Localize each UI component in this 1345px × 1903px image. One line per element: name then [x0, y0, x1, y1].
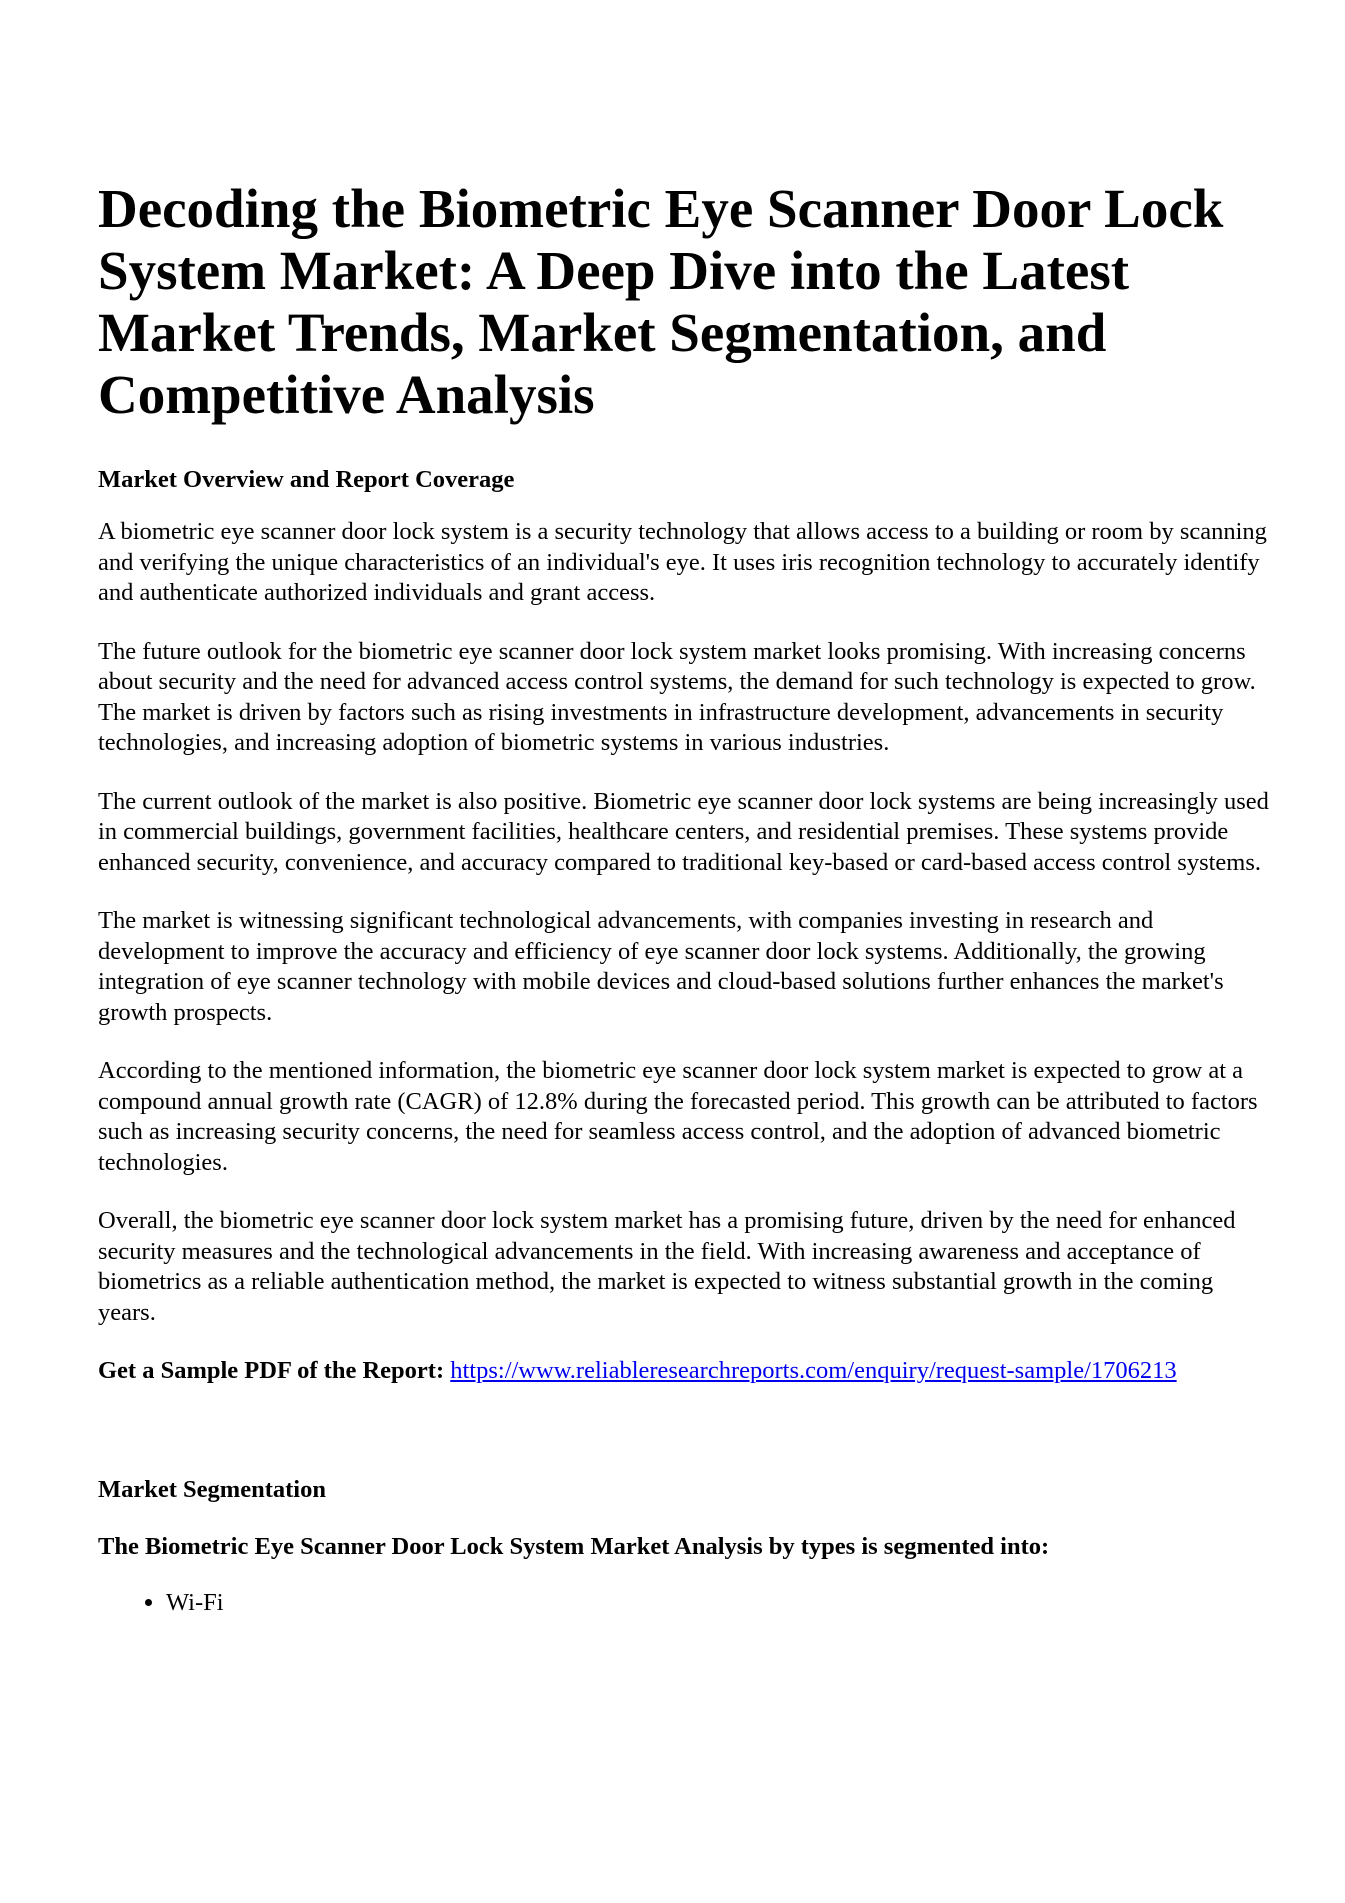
sample-pdf-label: Get a Sample PDF of the Report: — [98, 1357, 445, 1384]
page-title: Decoding the Biometric Eye Scanner Door Lock System Market: A Deep Dive into the Latest Market Trends, Market Segmentation, and Competitive Analysis — [98, 178, 1224, 425]
overview-paragraph-3: The current outlook of the market is also positive. Biometric eye scanner door lock systems are being increasingly used in commercial buildings, government facilities, healthcare centers, and residential premises. These systems provide enhanced security, convenience, and accuracy compared to traditional key-based or card-based access control systems. — [98, 787, 1269, 876]
section-spacer — [98, 1387, 1270, 1474]
sample-pdf-link[interactable]: https://www.reliableresearchreports.com/enquiry/request-sample/1706213 — [450, 1357, 1177, 1384]
segmentation-heading: Market Segmentation — [98, 1475, 326, 1503]
overview-paragraph-4: The market is witnessing significant technological advancements, with companies investing in research and development to improve the accuracy and efficiency of eye scanner door lock systems. Additionally, the growing integration of eye scanner technology with mobile devices and cloud-based solutions further enhances the market's growth prospects. — [98, 907, 1224, 1026]
overview-paragraph-6: Overall, the biometric eye scanner door lock system market has a promising future, driven by the need for enhanced security measures and the technological advancements in the field. With increasing awareness and acceptance of biometrics as a reliable authentication method, the market is expected to witness substantial growth in the coming years. — [98, 1207, 1236, 1326]
overview-paragraph-2: The future outlook for the biometric eye scanner door lock system market looks promising. With increasing concerns about security and the need for advanced access control systems, the demand for such technology is expected to grow. The market is driven by factors such as rising investments in infrastructure development, advancements in security technologies, and increasing adoption of biometric systems in various industries. — [98, 637, 1256, 756]
types-list — [98, 1588, 1270, 1619]
document-page — [98, 178, 1270, 1618]
overview-paragraph-1: A biometric eye scanner door lock system is a security technology that allows access to a building or room by scanning and verifying the unique characteristics of an individual's eye. It uses iris recognition technology to accurately identify and authenticate authorized individuals and grant access. — [98, 518, 1267, 606]
types-heading: The Biometric Eye Scanner Door Lock System Market Analysis by types is segmented into: — [98, 1532, 1050, 1560]
list-item: • Wi-Fi — [166, 1588, 1270, 1619]
sample-pdf-line — [98, 1356, 1270, 1387]
overview-heading: Market Overview and Report Coverage — [98, 466, 515, 493]
overview-paragraph-5: According to the mentioned information, the biometric eye scanner door lock system market is expected to grow at a compound annual growth rate (CAGR) of 12.8% during the forecasted period. This growth can be attributed to factors such as increasing security concerns, the need for seamless access control, and the adoption of advanced biometric technologies. — [98, 1057, 1258, 1176]
